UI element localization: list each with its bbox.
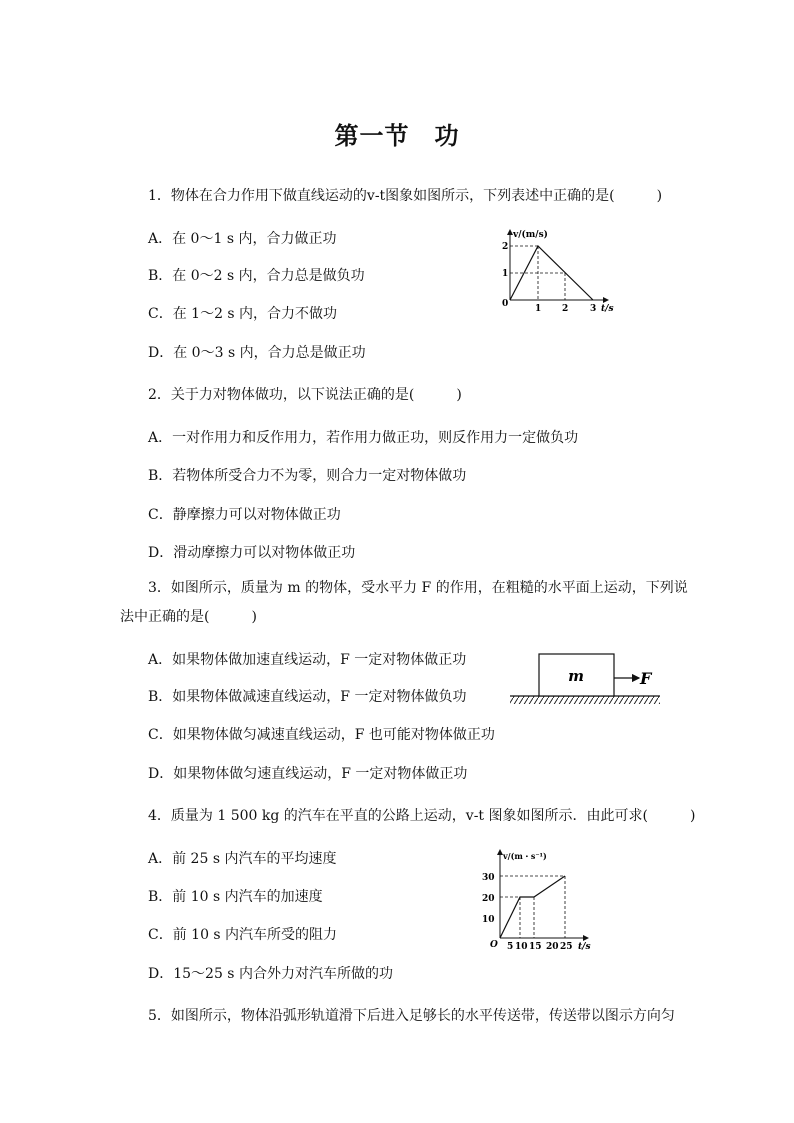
q1-x-label: t/s bbox=[601, 304, 614, 314]
q4-x-label: t/s bbox=[578, 942, 591, 952]
question-5-stem: 5．如图所示，物体沿弧形轨道滑下后进入足够长的水平传送带，传送带以图示方向匀 bbox=[148, 1008, 675, 1024]
q1-ytick-2: 2 bbox=[502, 242, 509, 252]
q1-ytick-1: 1 bbox=[502, 269, 509, 279]
q4-xtick-5: 5 bbox=[507, 942, 514, 952]
q4-ytick-30: 30 bbox=[482, 873, 495, 883]
q1-option-a: A．在 0～1 s 内，合力做正功 bbox=[148, 231, 337, 247]
q3-option-a: A．如果物体做加速直线运动，F 一定对物体做正功 bbox=[148, 652, 467, 668]
q4-vt-graph bbox=[476, 846, 600, 952]
q1-option-d: D．在 0～3 s 内，合力总是做正功 bbox=[148, 345, 366, 361]
block-mass-label: m bbox=[568, 667, 584, 685]
q2-option-a: A．一对作用力和反作用力，若作用力做正功，则反作用力一定做负功 bbox=[148, 430, 579, 446]
q4-xtick-15: 15 bbox=[529, 942, 542, 952]
q4-xtick-10: 10 bbox=[515, 942, 528, 952]
q4-ytick-10: 10 bbox=[482, 915, 495, 925]
q4-option-c: C．前 10 s 内汽车所受的阻力 bbox=[148, 927, 338, 943]
q4-option-b: B．前 10 s 内汽车的加速度 bbox=[148, 889, 323, 905]
q4-y-label: v/(m・s⁻¹) bbox=[503, 851, 547, 861]
question-1-stem: 1．物体在合力作用下做直线运动的v-t图象如图所示，下列表述中正确的是( ) bbox=[148, 188, 663, 204]
q3-option-c: C．如果物体做匀减速直线运动，F 也可能对物体做正功 bbox=[148, 727, 495, 743]
q1-option-b: B．在 0～2 s 内，合力总是做负功 bbox=[148, 268, 365, 284]
q1-vt-graph bbox=[496, 226, 620, 316]
question-3-stem-line2: 法中正确的是( ) bbox=[120, 609, 257, 625]
q2-option-c: C．静摩擦力可以对物体做正功 bbox=[148, 507, 341, 523]
ground-hatch bbox=[510, 696, 660, 704]
q2-option-b: B．若物体所受合力不为零，则合力一定对物体做功 bbox=[148, 468, 467, 484]
q3-block-diagram bbox=[508, 650, 664, 710]
q4-xtick-25: 25 bbox=[560, 942, 573, 952]
q1-origin-label: 0 bbox=[502, 299, 509, 309]
q1-option-c: C．在 1～2 s 内，合力不做功 bbox=[148, 306, 338, 322]
q1-xtick-2: 2 bbox=[562, 304, 569, 314]
q1-xtick-1: 1 bbox=[535, 304, 542, 314]
q4-velocity-line bbox=[500, 876, 565, 938]
q4-option-a: A．前 25 s 内汽车的平均速度 bbox=[148, 851, 337, 867]
q4-option-d: D．15～25 s 内合外力对汽车所做的功 bbox=[148, 966, 393, 982]
page-title: 第一节 功 bbox=[334, 122, 460, 150]
q3-option-b: B．如果物体做减速直线运动，F 一定对物体做负功 bbox=[148, 689, 467, 705]
q1-xtick-3: 3 bbox=[590, 304, 597, 314]
q4-origin-label: O bbox=[490, 940, 498, 950]
q2-option-d: D．滑动摩擦力可以对物体做正功 bbox=[148, 545, 356, 561]
force-label: F bbox=[640, 669, 652, 688]
question-3-stem-line1: 3．如图所示，质量为 m 的物体，受水平力 F 的作用，在粗糙的水平面上运动，下列说 bbox=[148, 580, 688, 596]
q1-y-label: v/(m/s) bbox=[513, 230, 548, 240]
q4-ytick-20: 20 bbox=[482, 894, 495, 904]
question-4-stem: 4．质量为 1 500 kg 的汽车在平直的公路上运动，v-t 图象如图所示．由此可求( ) bbox=[148, 808, 696, 824]
q3-option-d: D．如果物体做匀速直线运动，F 一定对物体做正功 bbox=[148, 766, 468, 782]
question-2-stem: 2．关于力对物体做功，以下说法正确的是( ) bbox=[148, 387, 462, 403]
q4-xtick-20: 20 bbox=[546, 942, 559, 952]
